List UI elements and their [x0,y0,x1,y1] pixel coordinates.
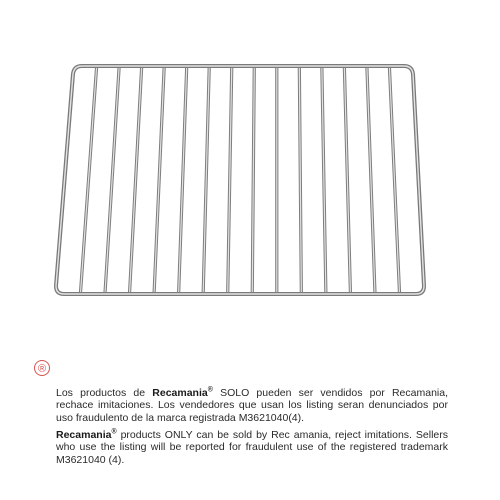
notice-es-mark: ® [207,386,213,393]
notice-english [56,429,448,467]
notice-es-lead: Los productos de [56,386,146,399]
notice-spanish [56,387,448,425]
rack-bar-highlight [389,68,399,292]
rack-bar-highlight [179,68,187,292]
rack-wires [56,66,424,294]
rack-bar-highlight [105,68,119,292]
rack-bar-highlight [130,68,142,292]
notice-es-body: SOLO pueden ser vendidos por Recamania, rechace imitaciones. Los vendedores que usan los listing seran denunciados por uso fraudulento de la marca registrada M3621040(4). [56,386,449,424]
registered-trademark-icon: ® [34,360,50,376]
rack-bar-highlight [344,68,350,292]
rack-bar-highlight [81,68,97,292]
notice-es-brand: Recamania [152,386,208,399]
rack-bar-highlight [203,68,209,292]
oven-rack-image [40,50,440,310]
notice-en-body: products ONLY can be sold by Rec amania, reject imitations. Sellers who use the listing will be reported for fraudulent use of the registered trademark M3621040 (4). [56,428,448,466]
rack-bar-highlight [154,68,164,292]
notice-en-mark: ® [111,428,117,435]
notice-en-brand: Recamania [56,428,112,441]
rack-bar-highlight [367,68,375,292]
